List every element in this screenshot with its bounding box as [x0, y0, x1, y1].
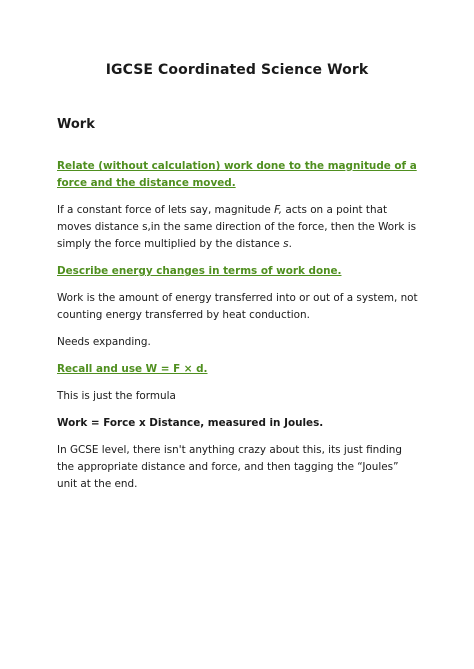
paragraph-text: acts on a point that moves distance s,in the same direction of the force, then the Work is simply the force multiplied by the distance: [57, 204, 417, 250]
section-heading: Work: [57, 117, 95, 132]
paragraph-gcse-level: In GCSE level, there isn't anything crazy about this, its just finding the appropriate distance and force, and then tagging the “Joules” unit at the end.: [57, 444, 402, 490]
learning-objective-3: Recall and use W = F × d.: [57, 363, 208, 375]
document-body: [57, 158, 419, 503]
work-formula: Work = Force x Distance, measured in Joules.: [57, 417, 324, 429]
learning-objective-2: Describe energy changes in terms of work done.: [57, 265, 342, 277]
paragraph-formula-intro: This is just the formula: [57, 390, 176, 402]
learning-objective-1: Relate (without calculation) work done to the magnitude of a force and the distance moved.: [57, 160, 417, 189]
paragraph-text: .: [288, 238, 292, 250]
paragraph-work-definition: [57, 202, 419, 253]
document-title: IGCSE Coordinated Science Work: [105, 62, 369, 78]
paragraph-needs-expanding: Needs expanding.: [57, 336, 151, 348]
paragraph-energy-transfer: Work is the amount of energy transferred into or out of a system, not counting energy transferred by heat conduction.: [57, 292, 418, 321]
paragraph-text: If a constant force of lets say, magnitude: [57, 204, 275, 216]
distance-symbol: s: [283, 238, 289, 250]
force-symbol: F,: [274, 204, 283, 216]
